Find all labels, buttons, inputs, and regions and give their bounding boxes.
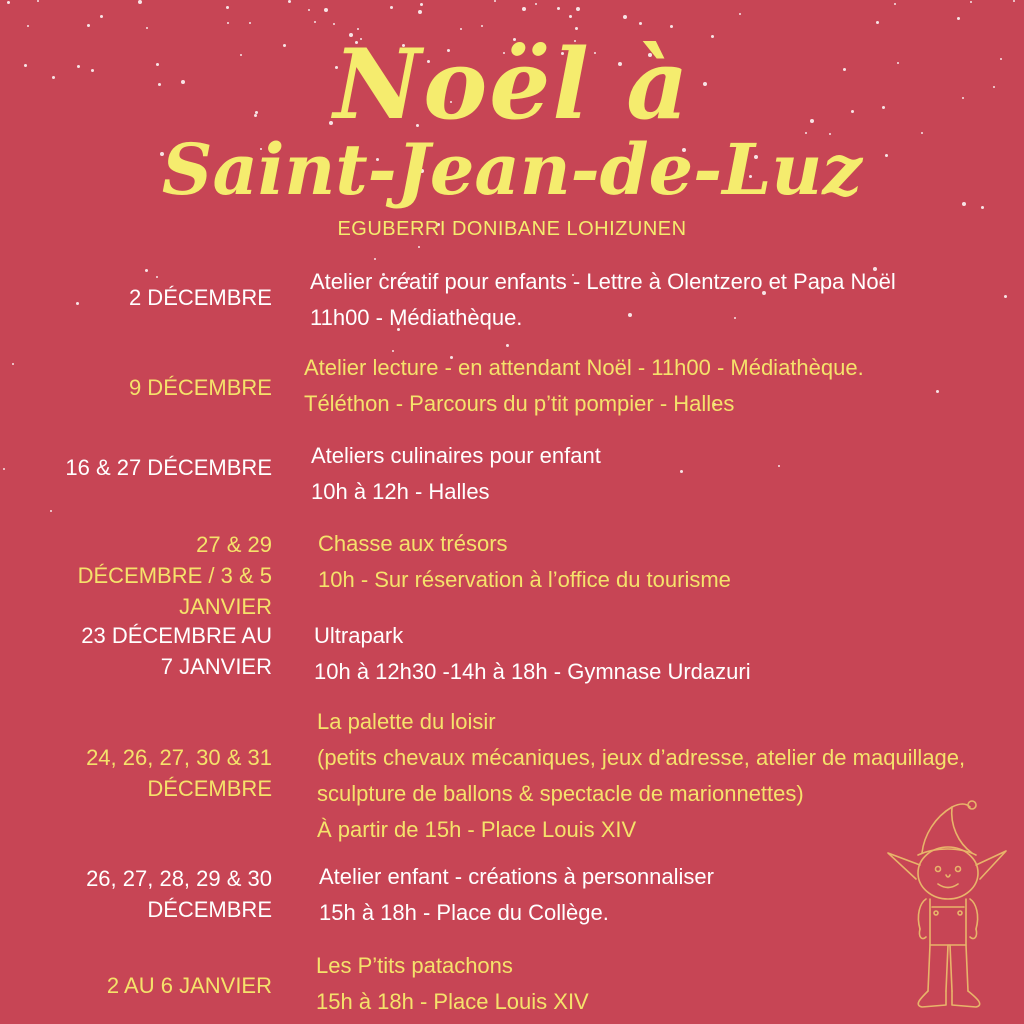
snow-dot [226, 6, 229, 9]
snow-dot [739, 13, 741, 15]
event-line: 15h à 18h - Place du Collège. [319, 900, 609, 925]
snow-dot [249, 22, 251, 24]
snow-dot [481, 25, 483, 27]
event-line: Atelier créatif pour enfants - Lettre à Olentzero et Papa Noël [310, 269, 896, 294]
snow-dot [138, 0, 142, 4]
event-line: Ultrapark [314, 623, 404, 648]
snow-dot [894, 3, 896, 5]
event-line: Chasse aux trésors [318, 531, 508, 556]
snow-dot [680, 470, 683, 473]
snow-dot [324, 8, 328, 12]
snow-dot [87, 24, 90, 27]
snow-dot [418, 246, 420, 248]
event-details [316, 948, 589, 1020]
snow-dot [557, 7, 560, 10]
snow-dot [50, 510, 52, 512]
snow-dot [37, 0, 39, 2]
subtitle: EGUBERRI DONIBANE LOHIZUNEN [337, 218, 687, 240]
event-line: 10h à 12h - Halles [311, 479, 490, 504]
snow-dot [1004, 295, 1007, 298]
snow-dot [623, 15, 627, 19]
snow-dot [308, 9, 310, 11]
event-details [319, 859, 714, 931]
snow-dot [778, 465, 780, 467]
event-details [310, 264, 896, 336]
event-details [317, 704, 965, 848]
event-date: 2 AU 6 JANVIER [106, 973, 272, 998]
snow-dot [506, 344, 509, 347]
event-date: 9 DÉCEMBRE [128, 375, 272, 400]
event-line: Ateliers culinaires pour enfant [311, 443, 601, 468]
event-line: 11h00 - Médiathèque. [310, 305, 523, 330]
snow-dot [420, 3, 423, 6]
snow-dot [314, 21, 316, 23]
event-line: sculpture de ballons & spectacle de marionnettes) [317, 781, 804, 806]
elf-icon [880, 795, 1010, 1020]
snow-dot [576, 7, 580, 11]
snow-dot [27, 25, 29, 27]
event-details [311, 438, 601, 510]
event-line: À partir de 15h - Place Louis XIV [317, 817, 637, 842]
snow-dot [333, 23, 335, 25]
event-line: 10h à 12h30 -14h à 18h - Gymnase Urdazuri [314, 659, 751, 684]
event-details [318, 526, 731, 598]
event-date: 16 & 27 DÉCEMBRE [65, 455, 272, 480]
title-line1: Noël à [333, 28, 691, 141]
snow-dot [535, 3, 537, 5]
snow-dot [970, 1, 972, 3]
snow-dot [12, 363, 14, 365]
snow-dot [639, 22, 642, 25]
event-line: Téléthon - Parcours du p’tit pompier - Halles [304, 391, 735, 416]
event-line: 10h - Sur réservation à l’office du tourisme [318, 567, 731, 592]
event-line: Les P’tits patachons [316, 953, 513, 978]
snow-dot [494, 0, 496, 2]
event-date: 23 DÉCEMBRE AU 7 JANVIER [81, 623, 272, 679]
event-date: 24, 26, 27, 30 & 31 DÉCEMBRE [86, 745, 272, 801]
snow-dot [876, 21, 879, 24]
snow-dot [145, 269, 148, 272]
event-line: Atelier lecture - en attendant Noël - 11h00 - Médiathèque. [304, 355, 864, 380]
event-details [314, 618, 751, 690]
snow-dot [7, 1, 10, 4]
snow-dot [1013, 0, 1015, 2]
event-line: La palette du loisir [317, 709, 496, 734]
event-date: 27 & 29 DÉCEMBRE / 3 & 5 JANVIER [77, 532, 272, 619]
event-details [304, 350, 864, 422]
event-date: 26, 27, 28, 29 & 30 DÉCEMBRE [86, 866, 272, 922]
snow-dot [156, 276, 158, 278]
snow-dot [522, 7, 526, 11]
snow-dot [227, 22, 229, 24]
snow-dot [936, 390, 939, 393]
event-line: Atelier enfant - créations à personnaliser [319, 864, 714, 889]
snow-dot [957, 17, 960, 20]
snow-dot [418, 10, 422, 14]
snow-dot [288, 0, 291, 3]
title-line2: Saint-Jean-de-Luz [161, 128, 863, 211]
snow-dot [374, 258, 376, 260]
event-line: 15h à 18h - Place Louis XIV [316, 989, 589, 1014]
event-date: 2 DÉCEMBRE [128, 285, 272, 310]
snow-dot [390, 6, 393, 9]
snow-dot [569, 15, 572, 18]
event-line: (petits chevaux mécaniques, jeux d’adresse, atelier de maquillage, [317, 745, 966, 770]
snow-dot [100, 15, 103, 18]
